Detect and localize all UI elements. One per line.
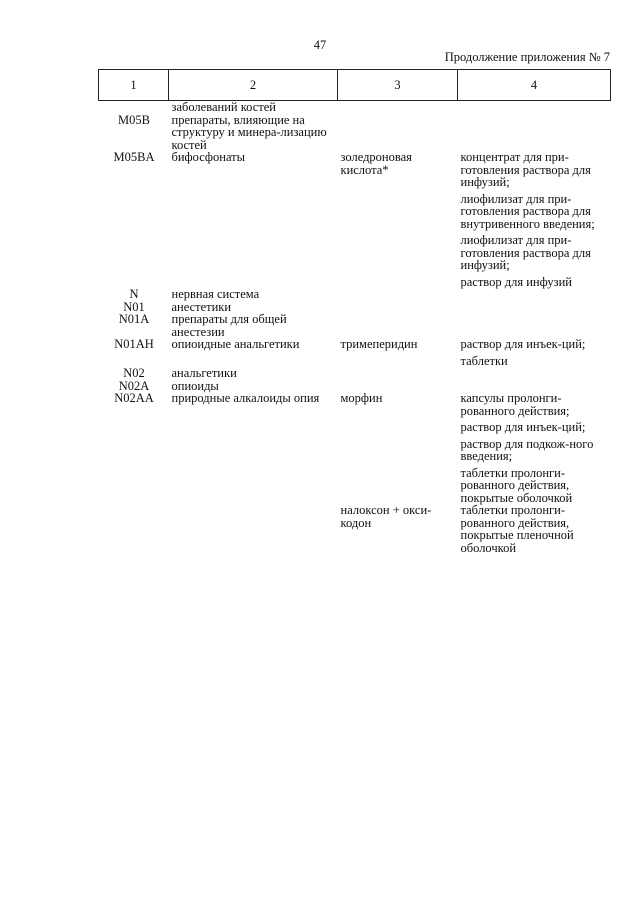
header-col-4: 4	[458, 70, 611, 101]
group-name-cell: заболеваний костей	[171, 100, 276, 114]
atc-code-cell	[99, 101, 169, 114]
dosage-forms-cell	[458, 114, 611, 152]
continuation-note: Продолжение приложения № 7	[444, 50, 610, 64]
dosage-forms-cell	[458, 313, 611, 338]
group-name-cell: препараты для общей анестезии	[171, 312, 287, 339]
dosage-form-item: таблетки пролонги-рованного действия, покрытые оболочкой	[460, 465, 573, 505]
table-row	[99, 313, 611, 338]
atc-code-cell: M05B	[118, 112, 150, 127]
drug-name-cell	[338, 288, 458, 301]
drug-table	[98, 69, 611, 554]
header-col-3: 3	[338, 70, 458, 101]
dosage-form-item: концентрат для при-готовления раствора для инфузий;	[460, 150, 591, 189]
dosage-forms-cell	[458, 392, 611, 504]
dosage-form-item: раствор для инъек-ций;	[460, 337, 586, 351]
table-row	[99, 392, 611, 504]
group-name-cell	[169, 504, 338, 554]
table-row	[99, 151, 611, 288]
group-name-cell: нервная система	[171, 287, 260, 301]
group-name-cell: опиоидные анальгетики	[171, 337, 300, 351]
atc-code-cell: N02AA	[114, 391, 154, 405]
atc-code-cell: N02	[123, 366, 145, 380]
atc-code-cell: N01A	[118, 312, 150, 326]
dosage-forms-cell	[458, 504, 611, 554]
dosage-form-item: раствор для подкож-ного введения;	[460, 436, 594, 463]
group-name-cell: анестетики	[171, 299, 232, 314]
atc-code-cell: N	[129, 287, 139, 301]
dosage-form-item: раствор для инфузий	[460, 274, 572, 289]
table-row	[99, 338, 611, 367]
drug-name-cell	[338, 367, 458, 380]
dosage-form-item: капсулы пролонги-рованного действия;	[460, 391, 570, 418]
drug-name-cell	[338, 114, 458, 152]
drug-name-cell	[338, 101, 458, 114]
drug-name-cell: золедроновая кислота*	[340, 150, 412, 177]
table-header-row	[99, 70, 611, 101]
drug-name-cell	[338, 313, 458, 338]
table-row	[99, 101, 611, 114]
drug-name-cell: морфин	[340, 391, 383, 405]
table-row	[99, 288, 611, 301]
drug-name-cell: налоксон + окси-кодон	[340, 503, 432, 530]
table-row	[99, 367, 611, 380]
dosage-forms-cell	[458, 301, 611, 314]
table-row	[99, 504, 611, 554]
group-name-cell: бифосфонаты	[171, 150, 246, 164]
table-row	[99, 114, 611, 152]
page-number: 47	[313, 38, 327, 52]
atc-code-cell	[99, 504, 169, 554]
dosage-forms-cell	[458, 151, 611, 288]
group-name-cell: опиоиды	[171, 378, 219, 393]
drug-name-cell: тримеперидин	[340, 337, 418, 351]
drug-name-cell	[338, 301, 458, 314]
atc-code-cell: N01AH	[114, 337, 154, 351]
dosage-forms-cell	[458, 288, 611, 301]
dosage-forms-cell	[458, 101, 611, 114]
dosage-forms-cell	[458, 367, 611, 380]
header-col-1: 1	[99, 70, 169, 101]
dosage-form-item: раствор для инъек-ций;	[460, 420, 586, 434]
dosage-forms-cell	[458, 338, 611, 367]
dosage-form-item: лиофилизат для при-готовления раствора для внутривенного введения;	[460, 191, 595, 231]
group-name-cell: природные алкалоиды опия	[171, 391, 320, 405]
atc-code-cell: M05BA	[113, 150, 155, 164]
dosage-form-item: таблетки	[460, 353, 508, 368]
group-name-cell: анальгетики	[171, 366, 237, 380]
dosage-form-item: лиофилизат для при-готовления раствора для инфузий;	[460, 233, 591, 272]
header-col-2: 2	[169, 70, 338, 101]
dosage-form-item: таблетки пролонги-рованного действия, покрытые пленочной оболочкой	[460, 503, 574, 555]
atc-code-cell: N01	[123, 299, 145, 314]
group-name-cell: препараты, влияющие на структуру и минера-лизацию костей	[171, 112, 327, 152]
atc-code-cell: N02A	[118, 378, 150, 393]
